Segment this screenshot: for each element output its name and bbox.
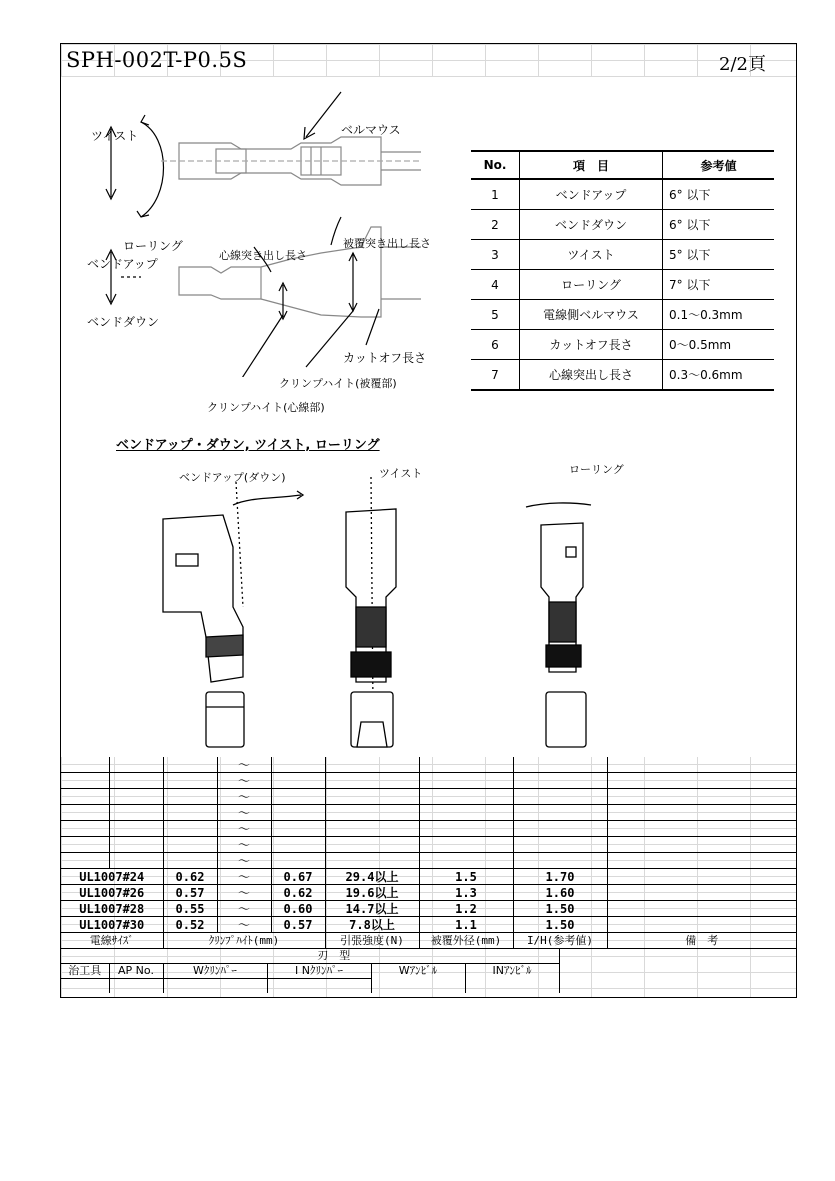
col-no: No. <box>471 151 520 179</box>
row-no: 6 <box>471 330 520 360</box>
col-item: 項 目 <box>520 151 663 179</box>
row-item: カットオフ長さ <box>520 330 663 360</box>
blank-row <box>61 837 796 853</box>
label-crimp-height-core: クリンプハイト(心線部) <box>207 401 325 414</box>
crimp-min: 0.57 <box>163 885 217 901</box>
reference-table <box>471 150 774 391</box>
in-anvil-label: INｱﾝﾋﾞﾙ <box>465 964 559 979</box>
terminal-illustrations <box>151 477 651 757</box>
row-item: ベンドダウン <box>520 210 663 240</box>
page-number: 2/2頁 <box>719 54 766 75</box>
label-rolling: ローリング <box>123 239 183 253</box>
ih: 1.60 <box>513 885 607 901</box>
tensile: 14.7以上 <box>325 901 419 917</box>
spec-section <box>61 757 796 993</box>
row-value: 0.3～0.6mm <box>663 360 775 391</box>
hdr-crimp: ｸﾘﾝﾌﾟﾊｲﾄ(mm) <box>163 933 325 949</box>
die-table <box>61 949 796 993</box>
row-item: ベンドアップ <box>520 179 663 210</box>
hdr-tensile: 引張強度(N) <box>325 933 419 949</box>
drawing-area <box>61 77 796 757</box>
w-crimper-label: Wｸﾘﾝﾊﾟｰ <box>163 964 267 979</box>
outer-dia: 1.1 <box>419 917 513 933</box>
tilde: ～ <box>217 821 271 837</box>
spec-header-row <box>61 933 796 949</box>
ap-label: AP No. <box>109 964 163 979</box>
label-insulation-protrusion: 被覆突き出し長さ <box>343 237 431 250</box>
crimp-diagram <box>61 77 461 377</box>
blank-row <box>61 821 796 837</box>
table-row <box>471 330 774 360</box>
row-item: 電線側ベルマウス <box>520 300 663 330</box>
blank-row <box>61 805 796 821</box>
row-item: ツイスト <box>520 240 663 270</box>
hdr-ih: I/H(参考値) <box>513 933 607 949</box>
wire-size: UL1007#30 <box>61 917 163 933</box>
blank-row <box>61 773 796 789</box>
spec-row <box>61 917 796 933</box>
row-value: 5° 以下 <box>663 240 775 270</box>
table-header-row <box>471 151 774 179</box>
section-heading: ベンドアップ・ダウン, ツイスト, ローリング <box>116 438 380 453</box>
row-value: 7° 以下 <box>663 270 775 300</box>
row-no: 3 <box>471 240 520 270</box>
label-bellmouth: ベルマウス <box>341 123 401 137</box>
wire-size: UL1007#24 <box>61 869 163 885</box>
hdr-note: 備 考 <box>607 933 796 949</box>
tilde: ～ <box>217 805 271 821</box>
label-cutoff: カットオフ長さ <box>343 351 427 365</box>
blank-row <box>61 853 796 869</box>
table-row <box>471 240 774 270</box>
tilde: ～ <box>217 789 271 805</box>
tilde: ～ <box>217 757 271 773</box>
ih: 1.50 <box>513 901 607 917</box>
row-value: 0.1～0.3mm <box>663 300 775 330</box>
row-no: 5 <box>471 300 520 330</box>
row-no: 7 <box>471 360 520 391</box>
wire-size: UL1007#28 <box>61 901 163 917</box>
label-twist: ツイスト <box>91 129 139 143</box>
tilde: ～ <box>217 885 271 901</box>
row-value: 6° 以下 <box>663 179 775 210</box>
crimp-min: 0.55 <box>163 901 217 917</box>
table-row <box>471 360 774 391</box>
die-data-row <box>61 979 796 994</box>
in-crimper-label: I Nｸﾘﾝﾊﾟｰ <box>267 964 371 979</box>
blank-row <box>61 789 796 805</box>
die-title-row <box>61 949 796 964</box>
doc-title: SPH-002T-P0.5S <box>66 48 248 72</box>
crimp-min: 0.52 <box>163 917 217 933</box>
outer-dia: 1.5 <box>419 869 513 885</box>
crimp-max: 0.60 <box>271 901 325 917</box>
tensile: 7.8以上 <box>325 917 419 933</box>
caption-twist: ツイスト <box>379 467 423 480</box>
ih: 1.50 <box>513 917 607 933</box>
wire-size: UL1007#26 <box>61 885 163 901</box>
crimp-max: 0.57 <box>271 917 325 933</box>
caption-rolling: ローリング <box>569 463 624 476</box>
hdr-od: 被覆外径(mm) <box>419 933 513 949</box>
table-row <box>471 300 774 330</box>
die-header-row <box>61 964 796 979</box>
row-no: 4 <box>471 270 520 300</box>
table-row <box>471 270 774 300</box>
tilde: ～ <box>217 773 271 789</box>
row-item: 心線突出し長さ <box>520 360 663 391</box>
caption-bend: ベンドアップ(ダウン) <box>179 471 286 484</box>
spec-row <box>61 901 796 917</box>
tilde: ～ <box>217 853 271 869</box>
crimp-min: 0.62 <box>163 869 217 885</box>
table-row <box>471 210 774 240</box>
die-title: 刃 型 <box>109 949 559 964</box>
label-crimp-height-insulation: クリンプハイト(被覆部) <box>279 377 397 390</box>
spec-row <box>61 869 796 885</box>
w-anvil-label: Wｱﾝﾋﾞﾙ <box>371 964 465 979</box>
tilde: ～ <box>217 869 271 885</box>
spec-sheet <box>60 43 797 998</box>
tilde: ～ <box>217 901 271 917</box>
row-no: 1 <box>471 179 520 210</box>
row-no: 2 <box>471 210 520 240</box>
crimp-max: 0.62 <box>271 885 325 901</box>
outer-dia: 1.2 <box>419 901 513 917</box>
tensile: 29.4以上 <box>325 869 419 885</box>
outer-dia: 1.3 <box>419 885 513 901</box>
tilde: ～ <box>217 837 271 853</box>
spec-table <box>61 757 796 949</box>
spec-row <box>61 885 796 901</box>
ih: 1.70 <box>513 869 607 885</box>
row-value: 6° 以下 <box>663 210 775 240</box>
crimp-max: 0.67 <box>271 869 325 885</box>
tilde: ～ <box>217 917 271 933</box>
col-value: 参考値 <box>663 151 775 179</box>
hdr-wire: 電線ｻｲｽﾞ <box>61 933 163 949</box>
label-bend-down: ベンドダウン <box>87 315 160 329</box>
table-row <box>471 179 774 210</box>
label-bend-up: ベンドアップ <box>87 257 158 271</box>
row-item: ローリング <box>520 270 663 300</box>
jig-label: 治工具 <box>61 964 109 979</box>
row-value: 0～0.5mm <box>663 330 775 360</box>
blank-row <box>61 757 796 773</box>
label-core-protrusion: 心線突き出し長さ <box>219 249 307 262</box>
tensile: 19.6以上 <box>325 885 419 901</box>
